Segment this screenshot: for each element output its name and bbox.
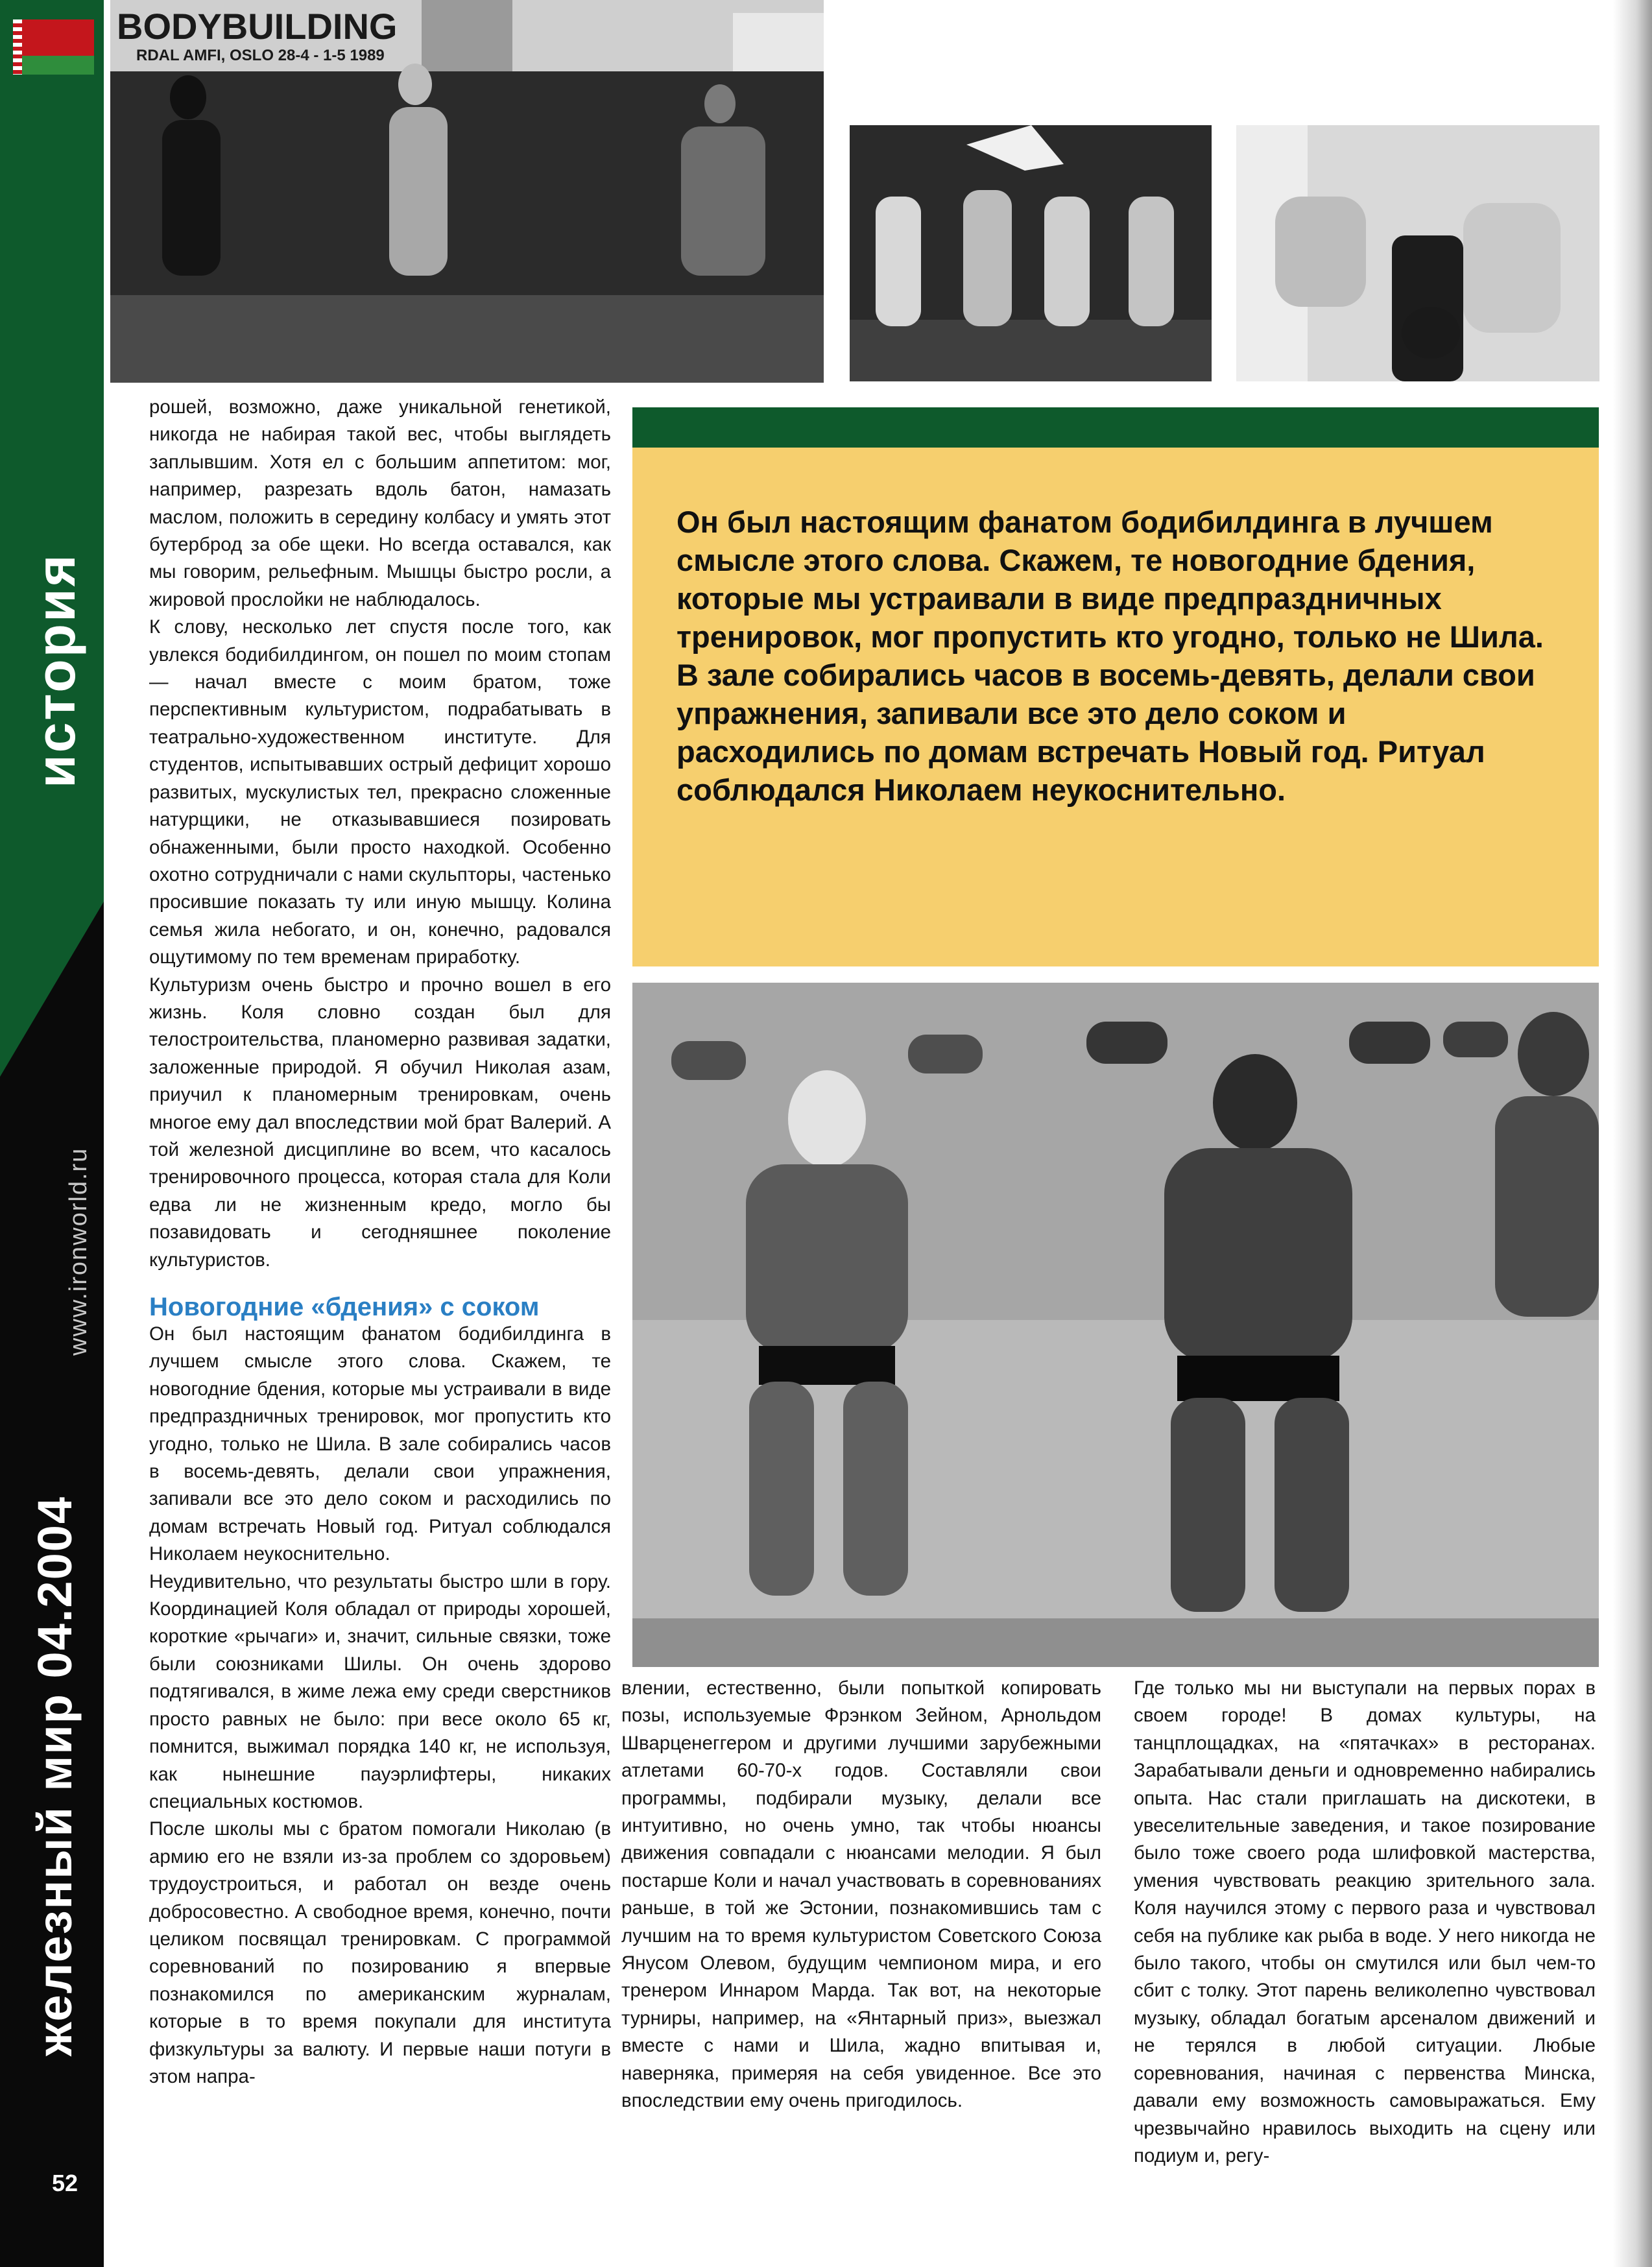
photo-double-biceps-pose — [632, 983, 1599, 1667]
pull-quote-text: Он был настоящим фанатом бодибилдинга в лучшем смысле этого слова. Скажем, те новогодние бдения, которые мы устраивали в виде предпраздничных тренировок, мог пропустить кто угодно, только не Шила. В зале собирались часов в восемь-девять, делали свои упражнения, запивали все это дело соком и расходились по домам встречать Новый год. Ритуал соблюдался Николаем неукоснительно. — [676, 505, 1544, 807]
paragraph: Он был настоящим фанатом бодибилдинга в лучшем смысле этого слова. Скажем, те новогодние бдения, которые мы устраивали в виде предпраздничных тренировок, мог пропустить кто угодно, только не Шила. В зале собирались часов в восемь-девять, делали свои упражнения, запивали все это дело соком и расходились по домам встречать Новый год. Ритуал соблюдался Николаем неукоснительно. — [149, 1323, 611, 1565]
quote-header-bar — [632, 407, 1599, 448]
pull-quote — [632, 448, 1599, 966]
paragraph: влении, естественно, были попыткой копировать позы, используемые Фрэнком Зейном, Арнольдом Шварценеггером и другими лучшими зарубежными атлетами 60-70-х годов. Составляли свои программы, подбирали музыку, делали все интуитивно, но очень умно, так чтобы нюансы движения совпадали с нюансами мелодии. Я был постарше Коли и начал участвовать в соревнованиях раньше, в той же Эстонии, познакомившись там с лучшим на то время культуристом Советского Союза Янусом Олевом, будущим чемпионом мира, и его тренером Иннаром Марда. Так вот, на некоторые турниры, например, на «Янтарный приз», выезжал вместе с нами и Шила, жадно впитывая и, наверняка, примеряя на себя увиденное. Все это впоследствии ему очень пригодилось. — [621, 1677, 1101, 2112]
photo-competition-stage — [110, 0, 824, 383]
paragraph: К слову, несколько лет спустя после того, как увлекся бодибилдингом, он пошел по моим стопам — начал вместе с моим братом, тоже перспективным культуристом, подрабатывать в театрально-художественном институте. Для студентов, испытывавших острый дефицит хорошо развитых, мускулистых тел, прекрасно сложенные натурщики, не отказывавшиеся позировать обнаженными, были просто находкой. Особенно охотно сотрудничали с нами скульпторы, частенько просившие показать ту или иную мышцу. Колина семья жила небогато, и он, конечно, радовался ощутимому по тем временам приработку. — [149, 616, 611, 968]
sidebar-green-panel — [0, 0, 104, 1077]
paragraph: После школы мы с братом помогали Николаю (в армию его не взяли из-за проблем со здоровьем) трудоустроиться, и работал он везде очень добросовестно. А свободное время, конечно, почти целиком посвящал тренировкам. С программой соревнований по позированию я впервые познакомился по американским журналам, которые в то время покупали для института физкультуры за валюту. И первые наши потуги в этом напра- — [149, 1818, 611, 2087]
page-number: 52 — [52, 2170, 78, 2196]
left-text-column — [149, 394, 611, 2158]
magazine-issue: железный мир 04.2004 — [28, 1495, 82, 2056]
page-binding-edge — [1613, 0, 1652, 2267]
paragraph: рошей, возможно, даже уникальной генетикой, никогда не набирая такой вес, чтобы выглядеть заплывшим. Хотя ел с большим аппетитом: мог, например, разрезать вдоль батон, намазать маслом, положить в середину колбасу и умять этот бутерброд за обе щеки. Но всегда оставался, как мы говорим, рельефным. Мышцы быстро росли, а жировой прослойки не наблюдалось. — [149, 396, 611, 610]
photo-group-portrait — [1236, 125, 1599, 381]
photo-lineup-winners — [850, 125, 1212, 381]
middle-text-column — [621, 1675, 1101, 2168]
banner-text: BODYBUILDING — [117, 6, 398, 47]
right-text-column — [1134, 1675, 1596, 2168]
belarus-flag-icon — [13, 19, 94, 75]
paragraph: Неудивительно, что результаты быстро шли в гору. Координацией Коля обладал от природы хорошей, короткие «рычаги» и, значит, сильные связки, тоже были союзниками Шилы. Он очень здорово подтягивался, в жиме лежа ему среди сверстников просто равных не было: при весе около 65 кг, помнится, выжимал порядка 140 кг, не используя, как нынешние пауэрлифтеры, никаких специальных костюмов. — [149, 1570, 611, 1812]
paragraph: Где только мы ни выступали на первых порах в своем городе! В домах культуры, на танцплощадках, на «пятачках» в ресторанах. Зарабатывали деньги и одновременно набирались опыта. Нас стали приглашать на дискотеки, в увеселительные заведения, и такое позирование было тоже своего рода шлифовкой мастерства, умения чувствовать реакцию зрительного зала. Коля научился этому с первого раза и чувствовал себя на публике как рыба в воде. У него никогда не было такого, чтобы он смутился или был чем-то сбит с толку. Этот парень великолепно чувствовал музыку, обладал богатым арсеналом движений и не терялся в любой ситуации. Любые соревнования, начиная с первенства Минска, давали ему возможность самовыражаться. Ему чрезвычайно нравилось выходить на сцену или подиум и, регу- — [1134, 1677, 1596, 2166]
section-title: история — [25, 553, 86, 788]
paragraph: Культуризм очень быстро и прочно вошел в его жизнь. Коля словно создан был для телостроительства, планомерно развивая задатки, заложенные природой. Я обучил Николая азам, приучил к планомерным тренировкам, очень многое ему дал впоследствии мой брат Валерий. А той железной дисциплине во всем, что касалось тренировочного процесса, которая стала для Коли едва ли не жизненным кредо, могло бы позавидовать и сегодняшнее поколение культуристов. — [149, 974, 611, 1271]
website-url: www.ironworld.ru — [65, 1147, 92, 1356]
subheading: Новогодние «бдения» с соком — [149, 1293, 540, 1321]
banner-subtext: RDAL AMFI, OSLO 28-4 - 1-5 1989 — [136, 47, 385, 64]
